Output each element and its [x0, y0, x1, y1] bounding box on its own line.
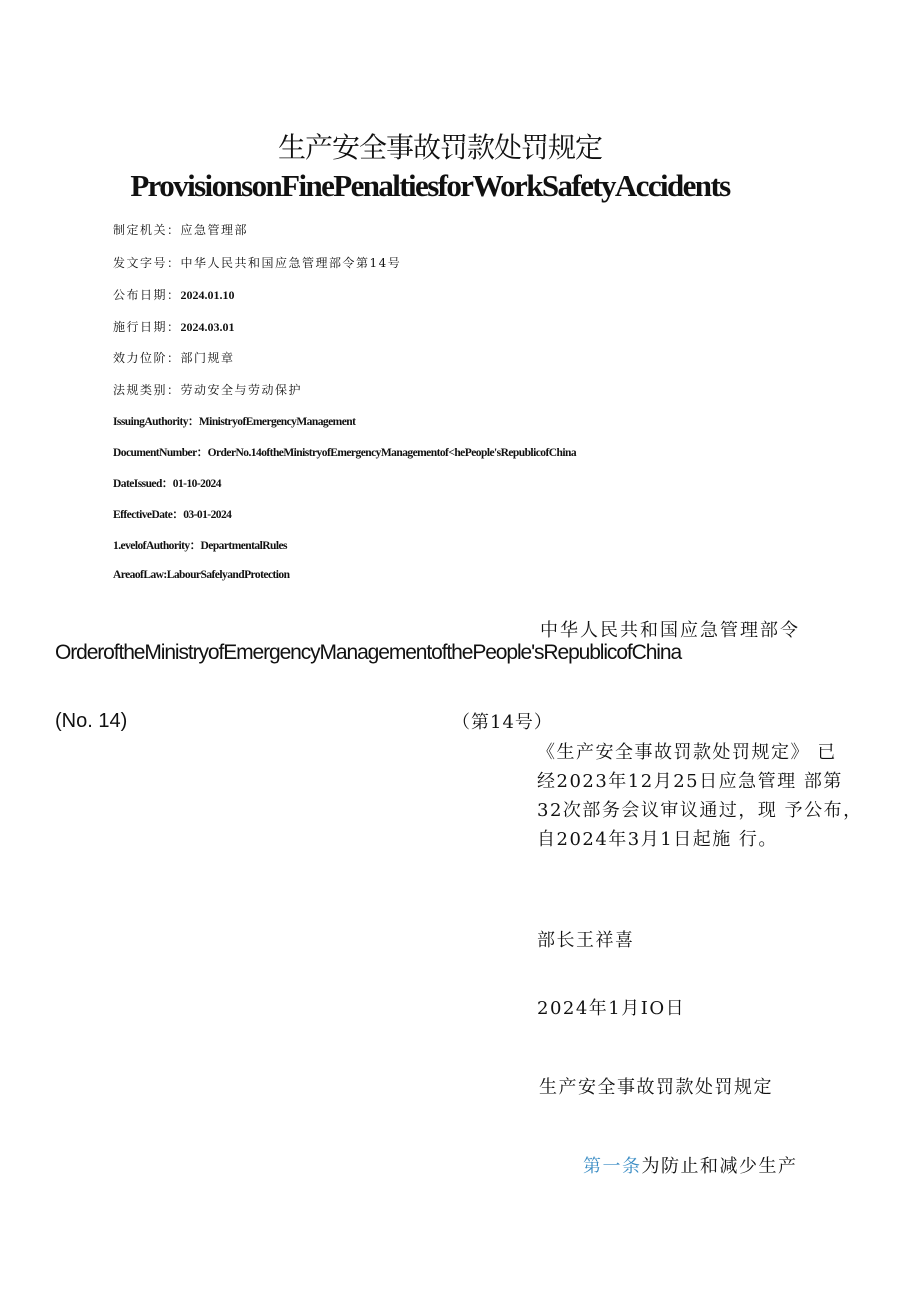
meta-label: AreaofLaw:	[113, 569, 167, 581]
meta-label: 发文字号：	[113, 256, 181, 270]
meta-label: DateIssued：	[113, 478, 173, 490]
announcement-line: 32次部务会议审议通过，现 予公布，	[537, 800, 863, 821]
order-title-cn: 中华人民共和国应急管理部令	[540, 620, 800, 641]
document-title-en: ProvisionsonFinePenaltiesforWorkSafetyAccidents	[130, 168, 730, 203]
order-number-cn: （第14号）	[452, 712, 553, 733]
meta-value: 01-10-2024	[172, 478, 221, 490]
meta-cn-area-of-law	[113, 382, 302, 398]
meta-en-effective-date	[113, 507, 231, 523]
meta-value: DepartmentalRules	[200, 540, 287, 552]
announcement-line: 自2024年3月1日起施 行。	[537, 829, 778, 850]
meta-value: OrderNo.14oftheMinistryofEmergencyManagementof<hePeople'sRepublicofChina	[207, 447, 577, 459]
signature-date: 2024年1月IO日	[537, 998, 686, 1019]
meta-cn-issuing-authority	[113, 222, 248, 238]
body-title: 生产安全事故罚款处罚规定	[539, 1077, 773, 1098]
meta-value: 劳动安全与劳动保护	[180, 383, 303, 397]
meta-cn-level-of-authority	[113, 350, 235, 366]
meta-label: IssuingAuthority：	[113, 416, 199, 428]
meta-en-level-of-authority	[113, 538, 287, 554]
minister-signature: 部长王祥喜	[537, 930, 635, 951]
meta-en-date-issued	[113, 476, 221, 492]
meta-value: 03-01-2024	[183, 509, 232, 521]
announcement-line: 《生产安全事故罚款处罚规定》 已	[537, 742, 837, 763]
meta-label: DocumentNumber：	[113, 447, 208, 459]
meta-label: 制定机关：	[113, 223, 181, 237]
meta-cn-date-issued	[113, 287, 235, 303]
meta-label: 公布日期：	[113, 288, 181, 302]
article-1-text: 为防止和减少生产	[641, 1156, 798, 1177]
article-1	[583, 1152, 798, 1178]
meta-en-issuing-authority	[113, 414, 355, 430]
meta-label: EffectiveDate：	[113, 509, 184, 521]
meta-en-document-number	[113, 445, 576, 461]
meta-cn-document-number	[113, 255, 401, 271]
meta-value: MinistryofEmergencyManagement	[198, 416, 356, 428]
order-number-en: (No. 14)	[55, 710, 128, 732]
meta-label: 1.evelofAuthority：	[113, 540, 201, 552]
document-title-cn: 生产安全事故罚款处罚规定	[277, 131, 602, 164]
announcement-paragraph	[537, 738, 867, 854]
meta-cn-effective-date	[113, 319, 235, 335]
announcement-line: 经2023年12月25日应急管理 部第	[537, 771, 843, 792]
meta-value: 中华人民共和国应急管理部令第14号	[180, 256, 402, 270]
meta-label: 效力位阶：	[113, 351, 181, 365]
meta-value: 应急管理部	[180, 223, 249, 237]
meta-value: 部门规章	[180, 351, 235, 365]
meta-label: 施行日期：	[113, 320, 181, 334]
meta-value: 2024.01.10	[180, 288, 235, 302]
meta-en-area-of-law	[113, 567, 289, 583]
meta-value: LabourSafelyandProtection	[166, 569, 290, 581]
meta-label: 法规类别：	[113, 383, 181, 397]
meta-value: 2024.03.01	[180, 320, 235, 334]
order-title-en: OrderoftheMinistryofEmergencyManagementofthePeople'sRepublicofChina	[55, 641, 682, 664]
article-1-label[interactable]: 第一条	[583, 1156, 642, 1177]
